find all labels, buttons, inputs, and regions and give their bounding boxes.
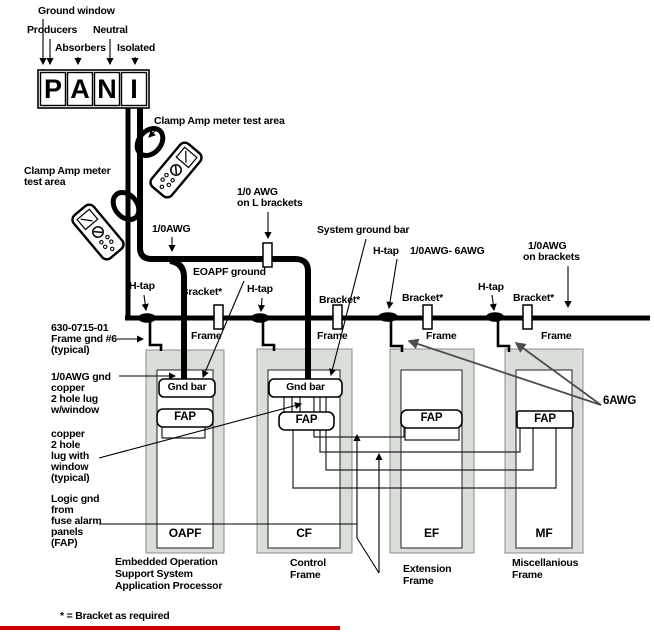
frame-name-cf-2: Frame <box>290 569 321 581</box>
awg-on-brackets-label-1: 1/0AWG <box>528 240 567 252</box>
logic-gnd-label-3: fuse alarm <box>51 515 102 527</box>
frame-code-ef: EF <box>424 526 439 540</box>
frame-label-cf: Frame <box>317 330 348 342</box>
l-bracket <box>263 243 272 267</box>
frame-name-oapf-1: Embedded Operation <box>115 556 218 568</box>
frame-ef <box>390 349 474 553</box>
h-tap-label-1: H-tap <box>129 280 155 292</box>
lug1-label-3: 2 hole lug <box>51 393 99 405</box>
logic-gnd-label-2: from <box>51 504 74 516</box>
red-divider-line <box>0 626 340 630</box>
lug2-label-2: 2 hole <box>51 439 81 451</box>
awg10-l-brackets-label-1: 1/0 AWG <box>237 186 278 198</box>
frame-gnd-label: Frame gnd #6 <box>51 333 117 345</box>
awg10-l-brackets-label-2: on L brackets <box>237 197 303 209</box>
frame-name-oapf-2: Support System <box>115 568 193 580</box>
frame-code-mf: MF <box>535 526 553 540</box>
frame-name-ef-1: Extension <box>403 563 452 575</box>
awg-mix-label: 1/0AWG- 6AWG <box>410 245 485 257</box>
frame-name-cf-1: Control <box>290 557 326 569</box>
six-awg-label: 6AWG <box>603 395 637 407</box>
system-ground-bar-label: System ground bar <box>317 224 410 236</box>
neutral-label: Neutral <box>93 24 128 36</box>
lug2-label-5: (typical) <box>51 472 90 484</box>
cell-neutral: N <box>97 74 117 104</box>
lug1-label-4: w/window <box>51 404 99 416</box>
producers-label: Producers <box>27 24 78 36</box>
lug2-label-3: lug with <box>51 450 90 462</box>
logic-gnd-label-1: Logic gnd <box>51 493 100 505</box>
bracket-label-1: Bracket* <box>181 286 223 298</box>
bracket-label-4: Bracket* <box>513 292 555 304</box>
logic-gnd-label-4: panels <box>51 526 84 538</box>
fap-text-cf: FAP <box>295 414 318 426</box>
typical-label-1: (typical) <box>51 344 90 356</box>
frame-label-ef: Frame <box>426 330 457 342</box>
clamp-test-label-upper: Clamp Amp meter test area <box>154 115 285 127</box>
lug2-label-4: window <box>51 461 89 473</box>
frame-mf <box>505 349 583 553</box>
pani-right-cable-to-cf <box>140 108 308 381</box>
logic-gnd-label-5: (FAP) <box>51 537 78 549</box>
eoapf-ground-label: EOAPF ground <box>193 266 266 278</box>
ground-window-label: Ground window <box>38 5 115 17</box>
lug1-label-1: 1/0AWG gnd <box>51 371 111 383</box>
frame-label-mf: Frame <box>541 330 572 342</box>
h-tap-label-3: H-tap <box>373 245 399 257</box>
bracket-footnote: * = Bracket as required <box>60 610 170 622</box>
part-number-label: 630-0715-01 <box>51 322 109 334</box>
frame-name-ef-2: Frame <box>403 575 434 587</box>
lug1-label-2: copper <box>51 382 85 394</box>
bracket-label-3: Bracket* <box>402 292 444 304</box>
fap-text-mf: FAP <box>534 413 556 425</box>
awg10-label: 1/0AWG <box>152 223 191 235</box>
frame-code-cf: CF <box>296 526 312 540</box>
frame-code-oapf: OAPF <box>168 526 202 540</box>
h-tap-label-4: H-tap <box>478 281 504 293</box>
cell-producers: P <box>43 74 62 104</box>
absorbers-label: Absorbers <box>55 42 106 54</box>
cell-isolated: I <box>130 74 138 104</box>
h-tap-label-2: H-tap <box>247 283 273 295</box>
lug2-label-1: copper <box>51 428 85 440</box>
frame-name-mf-1: Miscellanious <box>512 557 579 569</box>
clamp-test-label-lower-1: Clamp Amp meter <box>24 165 111 177</box>
frame-name-mf-2: Frame <box>512 569 543 581</box>
bracket-label-2: Bracket* <box>319 294 361 306</box>
clamp-meter-lower <box>70 187 144 261</box>
frame-label-oapf: Frame <box>191 330 222 342</box>
awg-on-brackets-label-2: on brackets <box>523 251 580 263</box>
fap-text-oapf: FAP <box>174 411 196 423</box>
gnd-bar-text-cf: Gnd bar <box>286 381 325 393</box>
fap-text-ef: FAP <box>420 412 443 424</box>
gnd-bar-text-oapf: Gnd bar <box>167 381 207 393</box>
clamp-test-label-lower-2: test area <box>24 176 66 188</box>
isolated-label: Isolated <box>117 42 156 54</box>
frame-name-oapf-3: Application Processor <box>115 580 223 592</box>
cell-absorbers: A <box>70 74 90 104</box>
